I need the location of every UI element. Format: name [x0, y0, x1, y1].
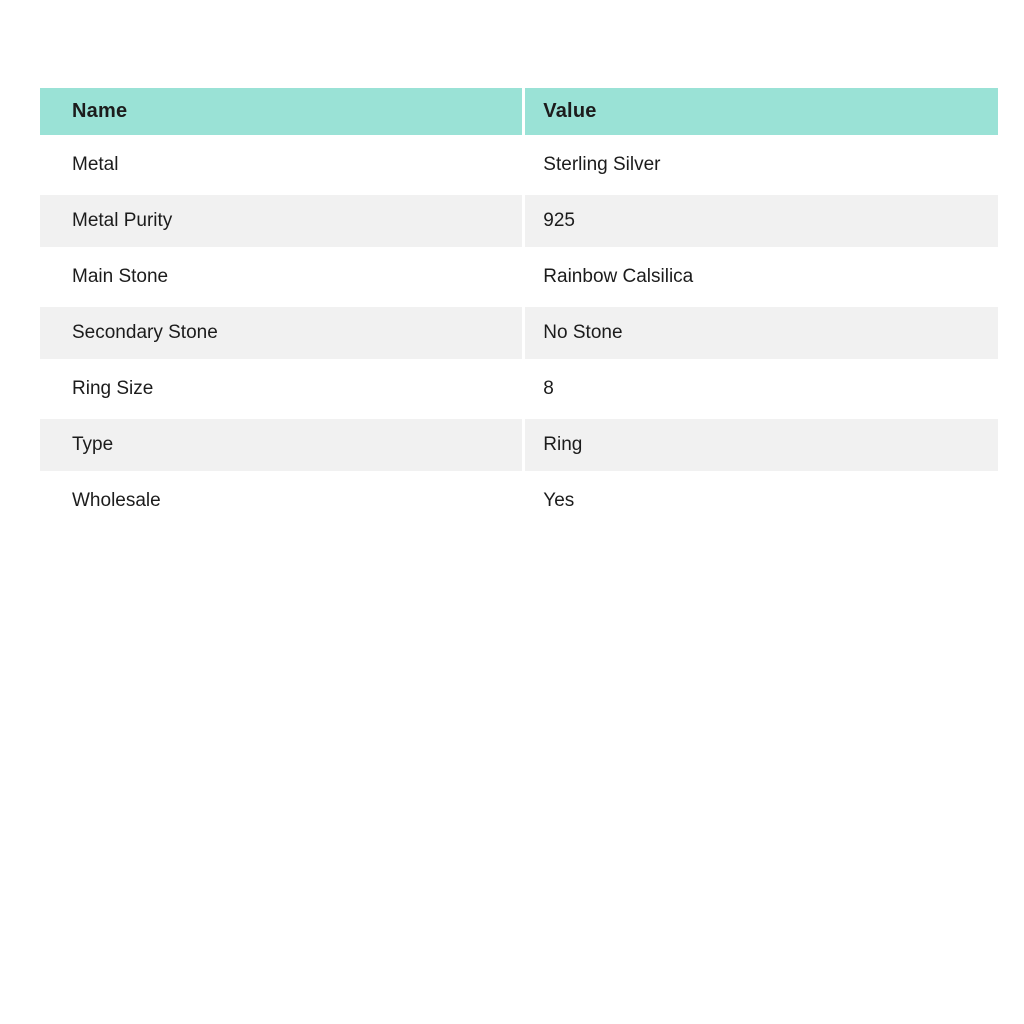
table-row: [39, 417, 1000, 473]
spec-value-cell: Ring: [524, 417, 1000, 473]
header-row: [39, 86, 1000, 137]
spec-name-cell: Metal: [39, 137, 524, 193]
spec-value-cell: 925: [524, 193, 1000, 249]
table-row: [39, 137, 1000, 193]
table-row: [39, 193, 1000, 249]
table-row: [39, 473, 1000, 529]
spec-value-cell: Rainbow Calsilica: [524, 249, 1000, 305]
table-row: [39, 361, 1000, 417]
table-row: [39, 249, 1000, 305]
table-row: [39, 305, 1000, 361]
header-cell-name: Name: [39, 86, 524, 137]
spec-name-cell: Ring Size: [39, 361, 524, 417]
spec-value-cell: Sterling Silver: [524, 137, 1000, 193]
spec-name-cell: Type: [39, 417, 524, 473]
spec-name-cell: Metal Purity: [39, 193, 524, 249]
spec-name-cell: Wholesale: [39, 473, 524, 529]
table-body: [39, 137, 1000, 529]
spec-name-cell: Main Stone: [39, 249, 524, 305]
spec-value-cell: Yes: [524, 473, 1000, 529]
table-header: [39, 86, 1000, 137]
header-cell-value: Value: [524, 86, 1000, 137]
spec-value-cell: 8: [524, 361, 1000, 417]
product-spec-table: [37, 84, 1001, 531]
spec-name-cell: Secondary Stone: [39, 305, 524, 361]
spec-value-cell: No Stone: [524, 305, 1000, 361]
